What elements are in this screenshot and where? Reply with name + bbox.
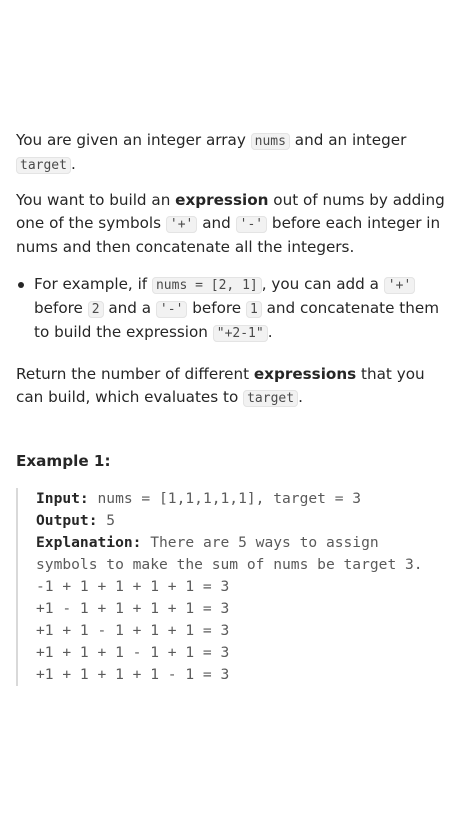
text: You are given an integer array: [16, 131, 251, 149]
example-expression-line: +1 + 1 + 1 + 1 - 1 = 3: [36, 666, 230, 683]
explanation-value: There are 5 ways to assign: [141, 534, 379, 551]
text: before: [187, 299, 246, 317]
text: and an integer: [289, 131, 407, 149]
inline-code: 2: [88, 301, 104, 318]
text: Return the number of different: [16, 365, 254, 383]
text: out of nums by adding one of the symbols: [16, 191, 445, 232]
inline-code: "+2-1": [213, 325, 268, 342]
explanation-label: Explanation:: [36, 534, 142, 551]
output-label: Output:: [36, 512, 98, 529]
text: , you can add a: [261, 275, 384, 293]
text: that you can build, which evaluates to: [16, 365, 425, 406]
input-value: nums = [1,1,1,1,1], target = 3: [88, 490, 362, 507]
description-paragraph-2: [16, 189, 448, 259]
example-output-line: [36, 510, 461, 532]
output-value: 5: [97, 512, 116, 529]
inline-code: '+': [384, 277, 415, 294]
bold-expressions: expressions: [253, 365, 357, 383]
text: .: [267, 323, 273, 341]
inline-code-nums: nums: [251, 133, 290, 150]
text: and concatenate them to build the expression: [34, 299, 440, 341]
text: before: [34, 299, 88, 317]
inline-code-minus: '-': [236, 216, 267, 233]
text: You want to build an: [16, 191, 176, 209]
text: .: [70, 155, 76, 173]
example-explanation-continuation: symbols to make the sum of nums be target 3.: [36, 556, 423, 573]
example-expression-line: -1 + 1 + 1 + 1 + 1 = 3: [36, 578, 230, 595]
inline-code-target: target: [243, 390, 298, 407]
text: and a: [103, 299, 156, 317]
example-bullet-list: [16, 273, 448, 345]
example-expression-line: +1 + 1 - 1 + 1 + 1 = 3: [36, 622, 230, 639]
input-label: Input:: [36, 490, 89, 507]
inline-code-plus: '+': [166, 216, 197, 233]
example-expression-line: +1 + 1 + 1 - 1 + 1 = 3: [36, 644, 230, 661]
text: .: [298, 388, 303, 406]
inline-code: nums = [2, 1]: [152, 277, 262, 294]
example-expression-line: +1 - 1 + 1 + 1 + 1 = 3: [36, 600, 230, 617]
example-explanation-line: [36, 532, 461, 554]
inline-code-target: target: [16, 157, 71, 174]
text: For example, if: [34, 275, 152, 293]
text: before each integer in nums and then concatenate all the integers.: [16, 214, 441, 256]
description-paragraph-3: [16, 363, 448, 410]
inline-code: '-': [156, 301, 187, 318]
example-title: Example 1:: [16, 452, 111, 470]
example-input-line: [36, 488, 461, 510]
inline-code: 1: [246, 301, 262, 318]
text: and: [197, 214, 236, 232]
example-block: [16, 488, 461, 686]
bold-expression: expression: [175, 191, 269, 209]
description-paragraph-1: [16, 129, 448, 177]
list-item: [34, 273, 448, 345]
problem-description: [16, 129, 448, 410]
